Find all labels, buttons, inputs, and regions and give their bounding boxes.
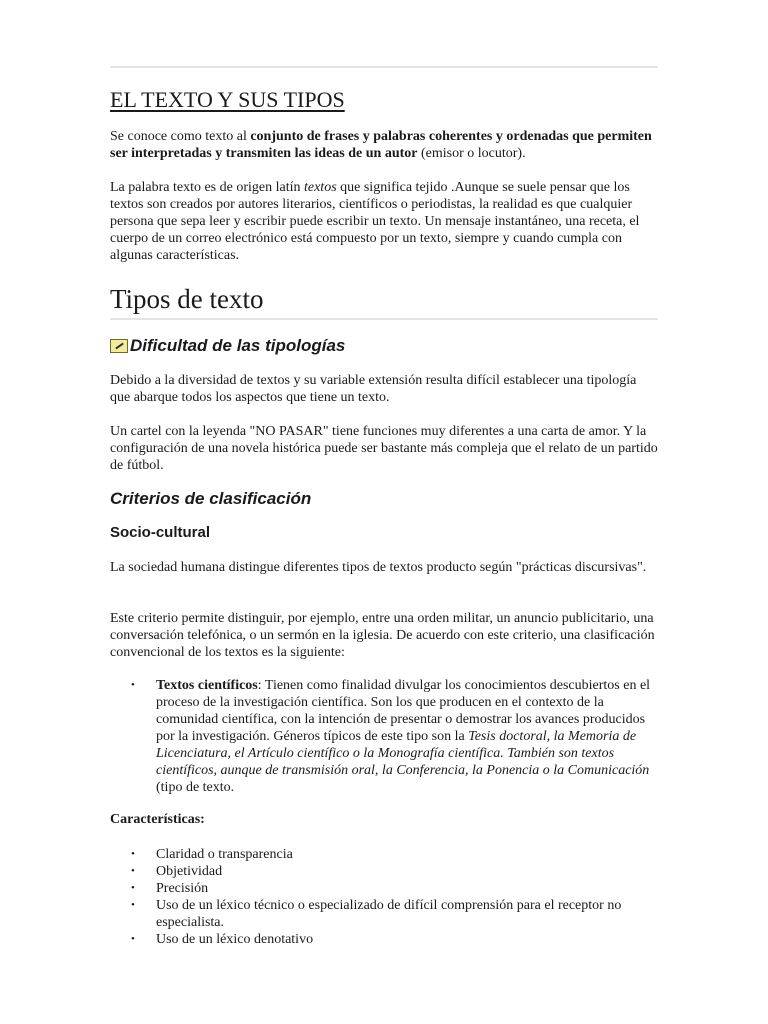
intro-text: Se conoce como texto al bbox=[110, 129, 251, 144]
socio-paragraph-2: Este criterio permite distinguir, por ejemplo, entre una orden militar, un anuncio publicitario, una conversación telefónica, o un sermón en la iglesia. De acuerdo con este criterio, una clasificación convencional de los textos es la siguiente: bbox=[110, 611, 655, 660]
list-item bbox=[110, 880, 658, 897]
types-heading: Tipos de texto bbox=[110, 284, 264, 314]
intro-end-text: (emisor o locutor). bbox=[417, 146, 526, 161]
list-item-text: Uso de un léxico técnico o especializado de difícil comprensión para el receptor no especialista. bbox=[156, 898, 622, 930]
socio-cultural-heading: Socio-cultural bbox=[110, 524, 211, 541]
list-item bbox=[110, 931, 658, 948]
top-divider bbox=[110, 66, 658, 68]
difficulty-paragraph-2: Un cartel con la leyenda "NO PASAR" tiene funciones muy diferentes a una carta de amor. Y la configuración de una novela histórica puede ser bastante más compleja que el relato de un partido de fútbol. bbox=[110, 424, 658, 473]
characteristics-label: Características: bbox=[110, 812, 205, 827]
list-item-text: Objetividad bbox=[156, 864, 223, 879]
text-types-list bbox=[110, 677, 658, 796]
edit-icon[interactable] bbox=[110, 339, 128, 353]
difficulty-paragraph-1: Debido a la diversidad de textos y su variable extensión resulta difícil establecer una tipología que abarque todos los aspectos que tiene un texto. bbox=[110, 373, 637, 405]
intro-bold-text: conjunto de frases y palabras coherentes y ordenadas que permiten ser interpretadas y transmiten las ideas de un autor bbox=[110, 129, 652, 161]
list-item-italic-text: Tesis doctoral, la Memoria de Licenciatura, el Artículo científico o la Monografía científica. También son textos científicos, aunque de transmisión oral, la Conferencia, la Ponencia o la Comunicación bbox=[156, 729, 650, 778]
list-item bbox=[110, 677, 658, 796]
list-item bbox=[110, 897, 658, 931]
list-item bbox=[110, 846, 658, 863]
bullet: • bbox=[131, 933, 135, 945]
list-item bbox=[110, 863, 658, 880]
section-divider bbox=[110, 318, 658, 320]
bullet: • bbox=[131, 848, 135, 860]
bullet: • bbox=[131, 899, 135, 911]
list-item-title: Textos científicos bbox=[156, 678, 258, 693]
intro-paragraph bbox=[110, 128, 658, 162]
criteria-heading: Criterios de clasificación bbox=[110, 489, 312, 508]
list-item-text: Precisión bbox=[156, 881, 209, 896]
socio-paragraph-1: La sociedad humana distingue diferentes tipos de textos producto según "prácticas discursivas". bbox=[110, 560, 647, 575]
origin-end-text: que significa tejido .Aunque se suele pensar que los textos son creados por autores literarios, científicos o periodistas, la realidad es que cualquier persona que sepa leer y escribir puede escribir un texto. Un mensaje instantáneo, una receta, el cuerpo de un correo electrónico está compuesto por un texto, siempre y cuando cumpla con algunas características. bbox=[110, 180, 640, 263]
list-item-end-text: (tipo de texto. bbox=[156, 780, 235, 795]
list-item-text: Uso de un léxico denotativo bbox=[156, 932, 314, 947]
difficulty-heading bbox=[110, 336, 345, 356]
list-item-text: Claridad o transparencia bbox=[156, 847, 293, 862]
origin-paragraph bbox=[110, 179, 658, 264]
origin-text: La palabra texto es de origen latín bbox=[110, 180, 304, 195]
page-title: EL TEXTO Y SUS TIPOS bbox=[110, 87, 345, 112]
difficulty-heading-text: Dificultad de las tipologías bbox=[130, 336, 346, 355]
bullet: • bbox=[131, 882, 135, 894]
bullet: • bbox=[131, 679, 135, 691]
characteristics-list bbox=[110, 846, 658, 948]
list-item-text: : Tienen como finalidad divulgar los conocimientos descubiertos en el proceso de la investigación científica. Son los que producen en el contexto de la comunidad científica, con la intención de presentar o demostrar los avances producidos por la investigación. Géneros típicos de este tipo son la bbox=[156, 678, 651, 744]
bullet: • bbox=[131, 865, 135, 877]
origin-italic-text: textos bbox=[303, 180, 337, 195]
